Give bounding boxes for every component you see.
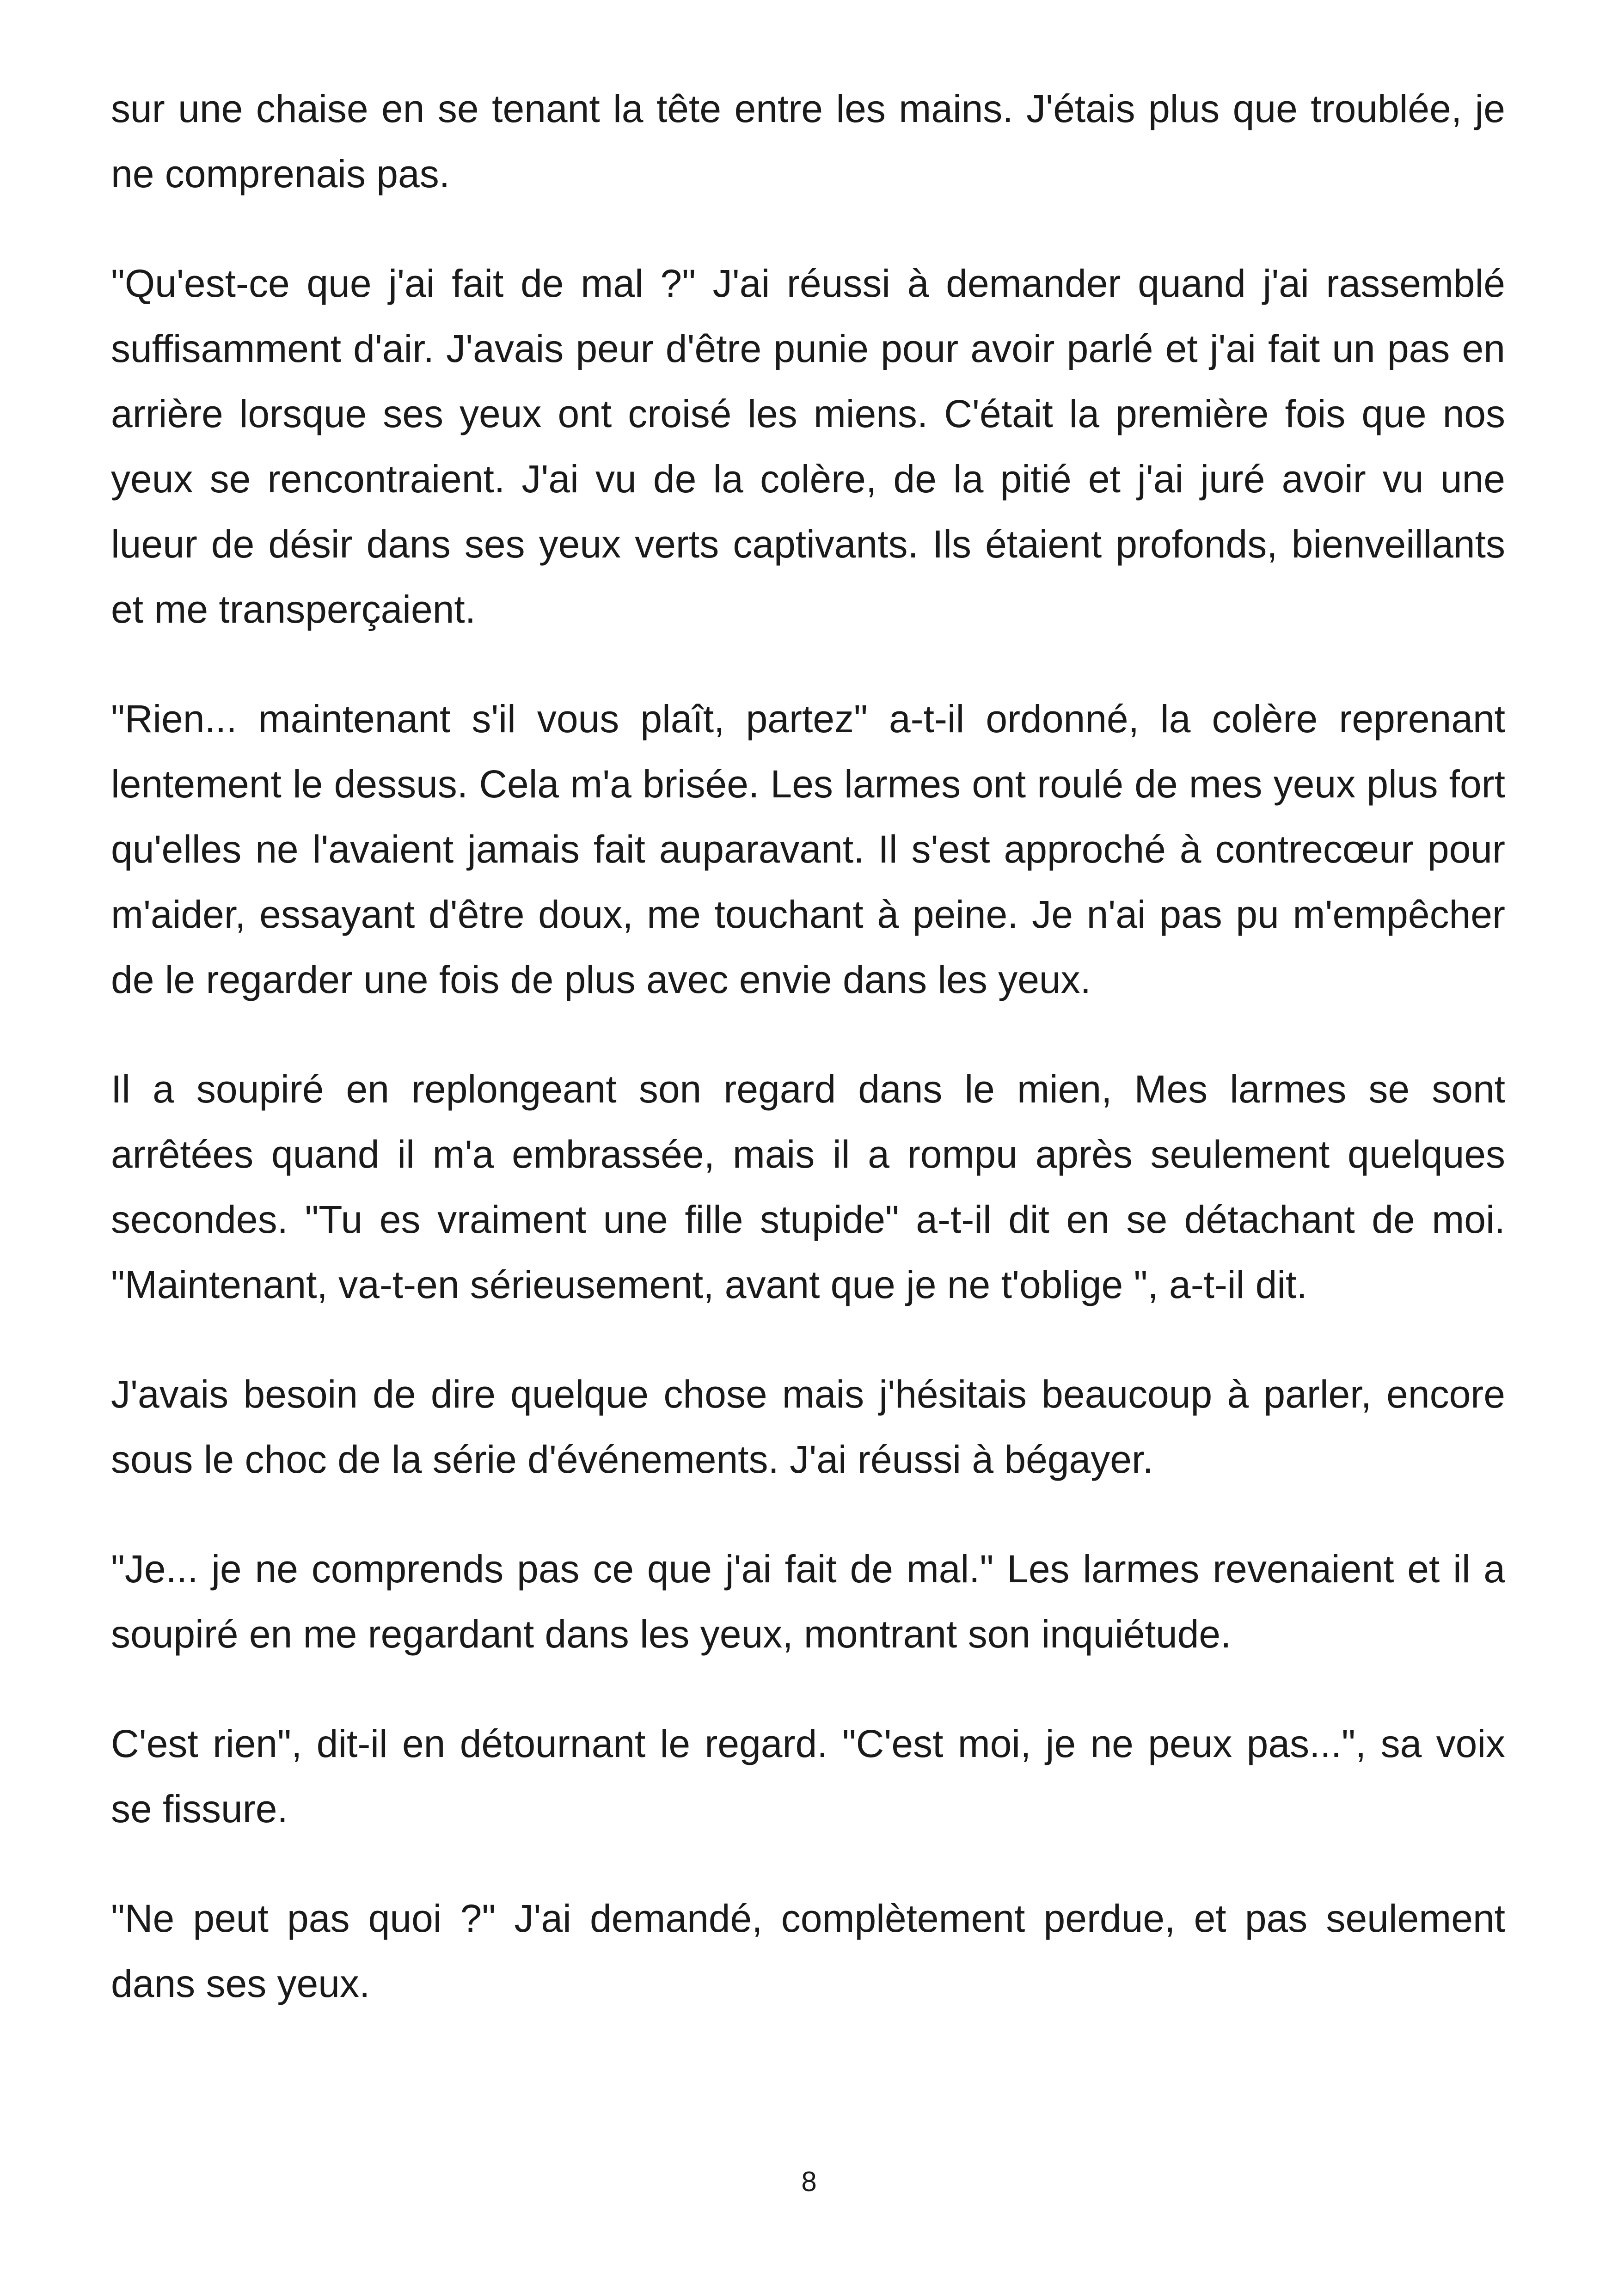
paragraph-2: "Qu'est-ce que j'ai fait de mal ?" J'ai réussi à demander quand j'ai rassemblé suffisamment d'air. J'avais peur d'être punie pour avoir parlé et j'ai fait un pas en arrière lorsque ses yeux ont croisé les miens. C'était la première fois que nos yeux se rencontraient. J'ai vu de la colère, de la pitié et j'ai juré avoir vu une lueur de désir dans ses yeux verts captivants. Ils étaient profonds, bienveillants et me transperçaient. bbox=[111, 262, 1505, 631]
paragraph-6: "Je... je ne comprends pas ce que j'ai fait de mal." Les larmes revenaient et il a soupiré en me regardant dans les yeux, montrant son inquiétude. bbox=[111, 1547, 1505, 1656]
paragraph-4: Il a soupiré en replongeant son regard dans le mien, Mes larmes se sont arrêtées quand il m'a embrassée, mais il a rompu après seulement quelques secondes. "Tu es vraiment une fille stupide" a-t-il dit en se détachant de moi. "Maintenant, va-t-en sérieusement, avant que je ne t'oblige ", a-t-il dit. bbox=[111, 1067, 1505, 1306]
paragraph-7: C'est rien", dit-il en détournant le regard. "C'est moi, je ne peux pas...", sa voix se fissure. bbox=[111, 1722, 1505, 1831]
page-body bbox=[111, 76, 1505, 2061]
paragraph-8: "Ne peut pas quoi ?" J'ai demandé, complètement perdue, et pas seulement dans ses yeux. bbox=[111, 1897, 1505, 2005]
page-number: 8 bbox=[801, 2166, 817, 2197]
paragraph-1: sur une chaise en se tenant la tête entre les mains. J'étais plus que troublée, je ne comprenais pas. bbox=[111, 87, 1505, 196]
paragraph-5: J'avais besoin de dire quelque chose mais j'hésitais beaucoup à parler, encore sous le choc de la série d'événements. J'ai réussi à bégayer. bbox=[111, 1372, 1505, 1481]
paragraph-3: "Rien... maintenant s'il vous plaît, partez" a-t-il ordonné, la colère reprenant lentement le dessus. Cela m'a brisée. Les larmes ont roulé de mes yeux plus fort qu'elles ne l'avaient jamais fait auparavant. Il s'est approché à contrecœur pour m'aider, essayant d'être doux, me touchant à peine. Je n'ai pas pu m'empêcher de le regarder une fois de plus avec envie dans les yeux. bbox=[111, 697, 1505, 1001]
